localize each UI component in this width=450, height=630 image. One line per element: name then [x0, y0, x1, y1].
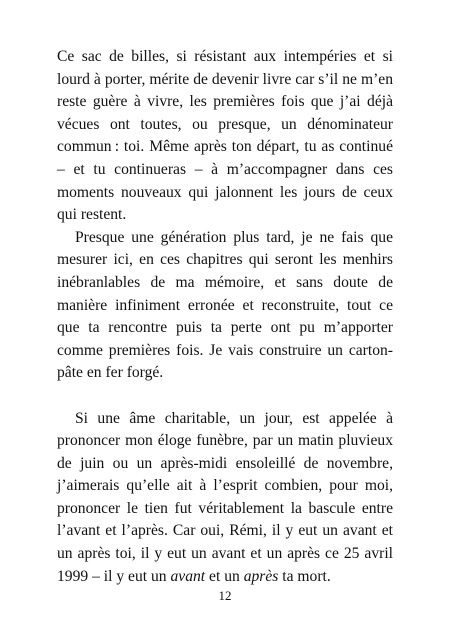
paragraph-3-text-3: ta mort.	[278, 567, 331, 585]
paragraph-3-text-2: et un	[205, 567, 244, 585]
paragraph-3-text-1: Si une âme charitable, un jour, est appelée à prononcer mon éloge funèbre, par un matin pluvieux de juin ou un après-midi ensoleillé de novembre, j’aimerais qu’elle ait à l’esprit combien, pour moi, prononcer le tien fut véritablement la bascule entre l’avant et l’après. Car oui, Rémi, il y eut un avant et un après toi, il y eut un avant et un après ce 25 avril 1999 – il y eut un	[57, 409, 393, 585]
italic-word-avant: avant	[170, 567, 206, 585]
italic-word-apres: après	[243, 567, 279, 585]
paragraph-3	[57, 408, 393, 589]
page-body	[57, 46, 393, 588]
paragraph-2: Presque une génération plus tard, je ne fais que mesurer ici, en ces chapitres qui seront les menhirs inébranlables de ma mémoire, et sans doute de manière infiniment erronée et reconstruite, tout ce que ta rencontre puis ta perte ont pu m’apporter comme premières fois. Je vais construire un carton-pâte en fer forgé.	[57, 228, 393, 382]
paragraph-spacer	[57, 385, 393, 408]
paragraph-1: Ce sac de billes, si résistant aux intempéries et si lourd à porter, mérite de devenir livre car s’il ne m’en reste guère à vivre, les premières fois que j’ai déjà vécues ont toutes, ou presque, un dénominateur commun : toi. Même après ton départ, tu as continué – et tu continueras – à m’accompagner dans ces moments nouveaux qui jalonnent les jours de ceux qui restent.	[57, 48, 393, 224]
page-number: 12	[218, 588, 232, 603]
